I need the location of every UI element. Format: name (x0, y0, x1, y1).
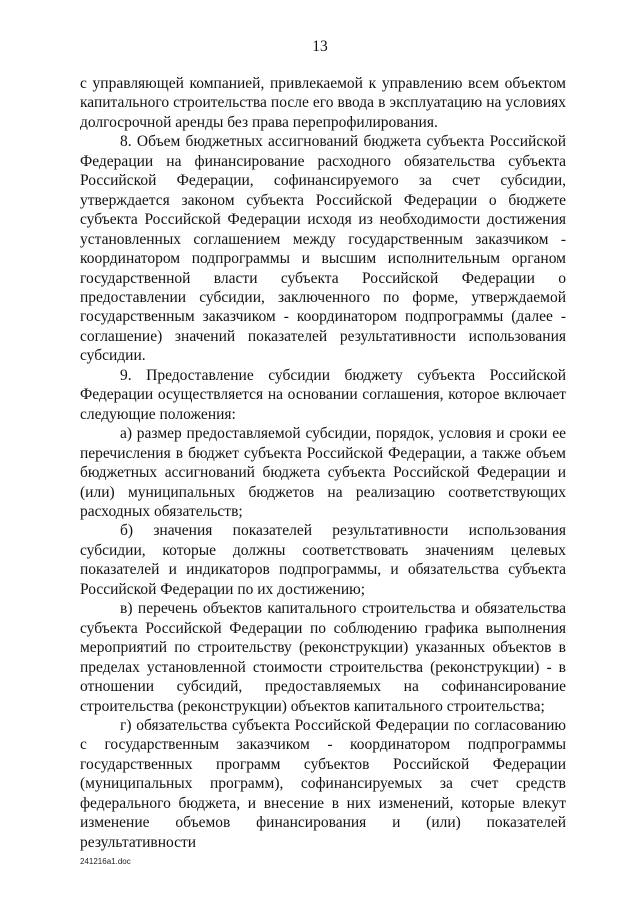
paragraph-continuation: с управляющей компанией, привлекаемой к управлению всем объектом капитального строительства после его ввода в эксплуатацию на условиях долгосрочной аренды без права перепрофилирования. (80, 75, 566, 131)
paragraph-9b-performance-indicators: б) значения показателей результативности использования субсидии, которые должны соответствовать значениям целевых показателей и индикаторов подпрограммы, и обязательства субъекта Российской Федерации по их достижению; (80, 522, 566, 598)
page-number: 13 (312, 38, 328, 55)
paragraph-9c-construction-objects: в) перечень объектов капитального строительства и обязательства субъекта Российской Федерации по соблюдению графика выполнения мероприятий по строительству (реконструкции) указанных объектов в пределах установленной стоимости строительства (реконструкции) - в отношении субсидий, предоставляемых на софинансирование строительства (реконструкции) объектов капитального строительства; (80, 600, 566, 715)
document-body (80, 74, 566, 852)
file-reference: 241216a1.doc (80, 857, 131, 866)
paragraph-9-subsidy-provision: 9. Предоставление субсидии бюджету субъекта Российской Федерации осуществляется на основании соглашения, которое включает следующие положения: (80, 366, 566, 423)
paragraph-8-budget-allocations: 8. Объем бюджетных ассигнований бюджета субъекта Российской Федерации на финансирование расходного обязательства субъекта Российской Федерации, софинансируемого за счет субсидии, утверждается законом субъекта Российской Федерации о бюджете субъекта Российской Федерации исходя из необходимости достижения установленных соглашением между государственным заказчиком - координатором подпрограммы и высшим исполнительным органом государственной власти субъекта Российской Федерации о предоставлении субсидии, заключенного по форме, утверждаемой государственным заказчиком - координатором подпрограммы (далее - соглашение) значений показателей результативности использования субсидии. (80, 133, 566, 365)
paragraph-9a-subsidy-amount: а) размер предоставляемой субсидии, порядок, условия и сроки ее перечисления в бюджет субъекта Российской Федерации, а также объем бюджетных ассигнований бюджета субъекта Российской Федерации и (или) муниципальных бюджетов на реализацию соответствующих расходных обязательств; (80, 425, 566, 520)
paragraph-9d-program-coordination: г) обязательства субъекта Российской Федерации по согласованию с государственным заказчиком - координатором подпрограммы государственных программ субъектов Российской Федерации (муниципальных программ), софинансируемых за счет средств федерального бюджета, и внесение в них изменений, которые влекут изменение объемов финансирования и (или) показателей результативности (80, 716, 566, 851)
